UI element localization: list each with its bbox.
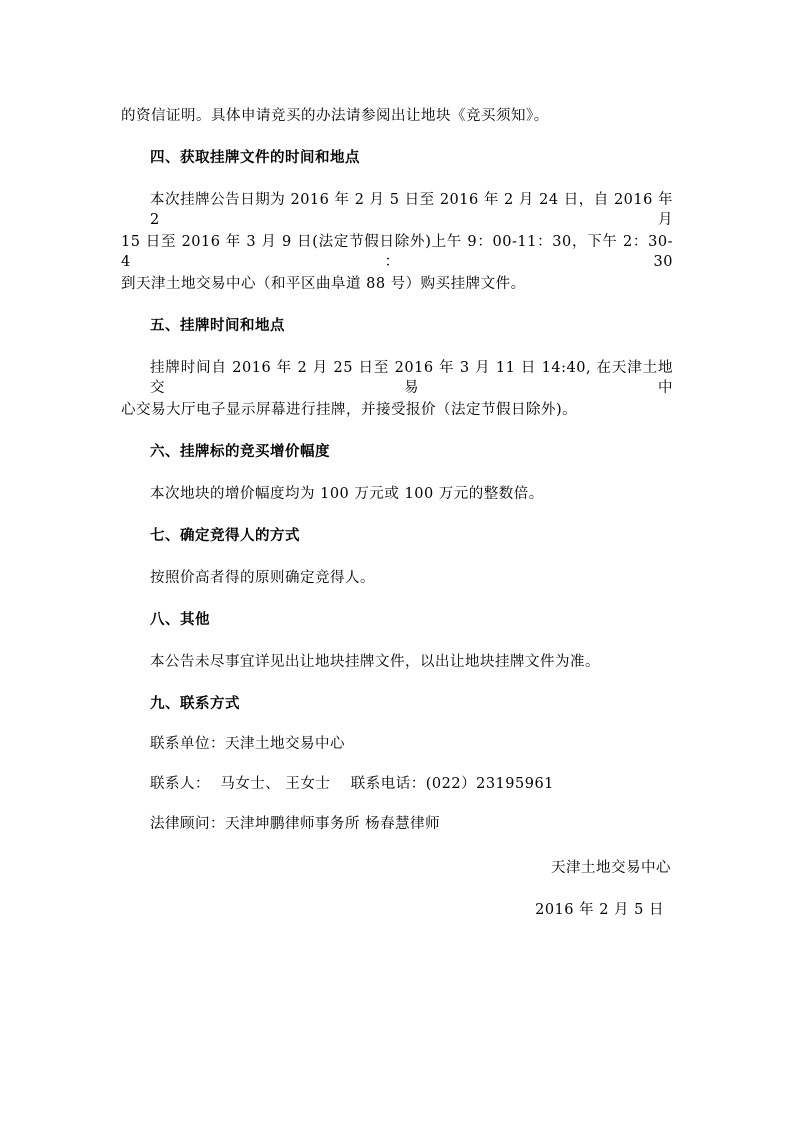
signature-organization: 天津土地交易中心: [551, 860, 671, 876]
contact-person-phone: 联系人： 马女士、 王女士 联系电话：(022）23195961: [150, 776, 554, 792]
legal-advisor: 法律顾问：天津坤鹏律师事务所 杨春慧律师: [150, 816, 441, 832]
section-4-line-1: 本次挂牌公告日期为 2016 年 2 月 5 日至 2016 年 2 月 24 日，自 2016 年 2 月: [150, 192, 673, 228]
section-8-heading: 八、其他: [150, 612, 210, 628]
section-5-line-2: 心交易大厅电子显示屏幕进行挂牌，并接受报价（法定节假日除外)。: [121, 402, 578, 418]
section-4-heading: 四、获取挂牌文件的时间和地点: [150, 150, 360, 166]
section-7-line-1: 按照价高者得的原则确定竞得人。: [150, 570, 375, 586]
section-6-heading: 六、挂牌标的竞买增价幅度: [150, 444, 330, 460]
paragraph-qualification-tail: 的资信证明。具体申请竞买的办法请参阅出让地块《竞买须知》。: [121, 108, 549, 124]
contact-unit: 联系单位：天津土地交易中心: [150, 736, 345, 752]
section-5-heading: 五、挂牌时间和地点: [150, 318, 285, 334]
section-4-line-3: 到天津土地交易中心（和平区曲阜道 88 号）购买挂牌文件。: [121, 276, 526, 292]
section-5-line-1: 挂牌时间自 2016 年 2 月 25 日至 2016 年 3 月 11 日 14:40, 在天津土地交易中: [150, 360, 673, 396]
section-4-line-2: 15 日至 2016 年 3 月 9 日(法定节假日除外)上午 9：00-11：30，下午 2：30-4：30: [121, 234, 673, 270]
section-6-line-1: 本次地块的增价幅度均为 100 万元或 100 万元的整数倍。: [150, 486, 544, 502]
section-8-line-1: 本公告未尽事宜详见出让地块挂牌文件，以出让地块挂牌文件为准。: [150, 654, 600, 670]
signature-date: 2016 年 2 月 5 日: [535, 902, 664, 918]
section-7-heading: 七、确定竞得人的方式: [150, 528, 300, 544]
section-9-heading: 九、联系方式: [150, 696, 240, 712]
